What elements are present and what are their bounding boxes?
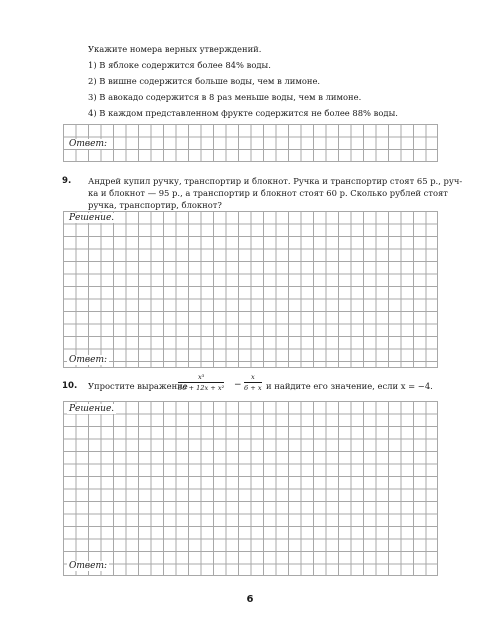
task-9-number: 9. <box>62 176 72 186</box>
task-10-solution-label: Решение. <box>69 404 115 414</box>
task-9-line-2: ка и блокнот — 95 р., а транспортир и блокнот стоят 60 р. Сколько рублей стоят <box>88 188 448 198</box>
fraction-1-denominator: 36 + 12x + x² <box>178 384 225 392</box>
statement-1: 1) В яблоке содержится более 84% воды. <box>88 60 271 70</box>
task-10-answer-label: Ответ: <box>69 561 108 571</box>
fraction-2 <box>244 373 262 392</box>
statement-2: 2) В вишне содержится больше воды, чем в лимоне. <box>88 76 321 86</box>
task-10-number: 10. <box>62 381 78 391</box>
statements-heading: Укажите номера верных утверждений. <box>88 44 262 54</box>
task-9-solution-label: Решение. <box>69 213 115 223</box>
task-9-line-1: Андрей купил ручку, транспортир и блокнот. Ручка и транспортир стоят 65 р., руч- <box>88 176 463 186</box>
intro-answer-label: Ответ: <box>69 139 108 149</box>
page-number: 6 <box>246 594 254 605</box>
fraction-2-denominator: 6 + x <box>244 384 262 392</box>
task-9-answer-label: Ответ: <box>69 355 108 365</box>
task-9-line-3: ручка, транспортир, блокнот? <box>88 200 222 210</box>
task-10-prefix: Упростите выражение <box>88 381 188 391</box>
statement-3: 3) В авокадо содержится в 8 раз меньше воды, чем в лимоне. <box>88 92 362 102</box>
intro-answer-grid[interactable] <box>63 124 438 162</box>
fraction-1 <box>178 373 224 392</box>
task-10-suffix: и найдите его значение, если x = −4. <box>266 381 433 391</box>
fraction-2-numerator: x <box>244 373 262 383</box>
task-10-solution-grid[interactable] <box>63 401 438 576</box>
task-9-solution-grid[interactable] <box>63 211 438 368</box>
minus-sign: − <box>234 380 242 390</box>
fraction-1-numerator: x³ <box>178 373 224 383</box>
statement-4: 4) В каждом представленном фрукте содержится не более 88% воды. <box>88 108 398 118</box>
